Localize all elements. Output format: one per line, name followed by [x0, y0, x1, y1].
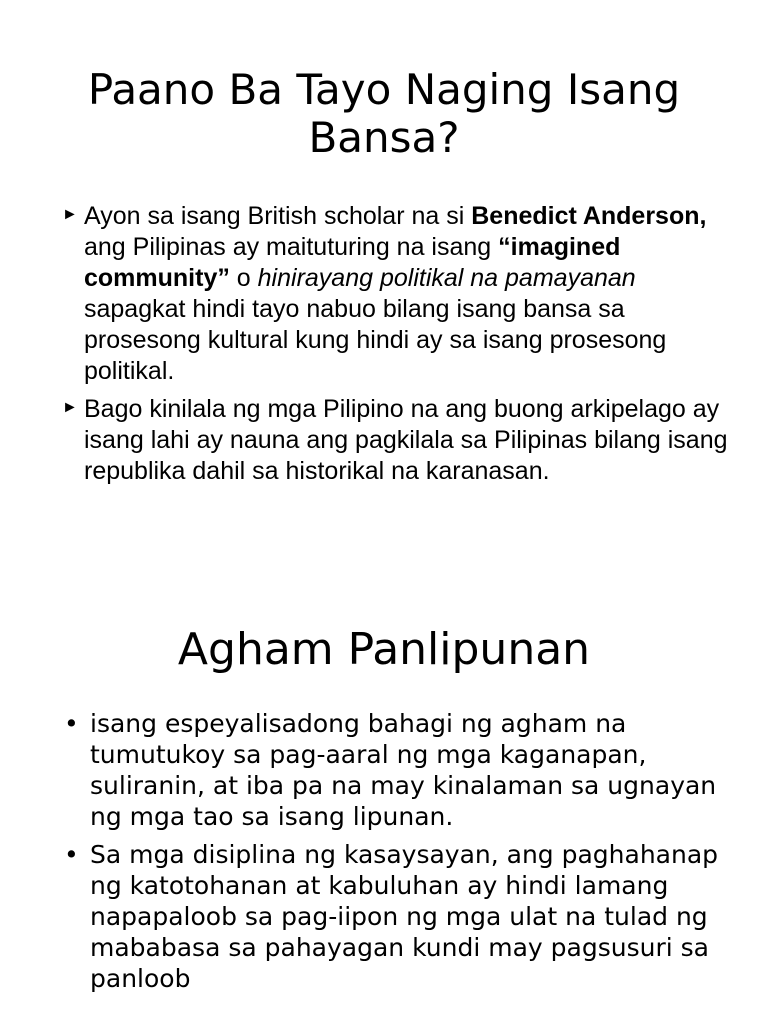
list-item [62, 394, 732, 487]
italic-term: hinirayang politikal na pamayanan [257, 264, 636, 292]
bullet-dot-icon: • [64, 709, 79, 738]
bullet-text: sapagkat hindi tayo nabuo bilang isang bansa sa prosesong kultural kung hindi ay sa isang prosesong politikal. [84, 295, 667, 385]
bullet-dot-icon: • [64, 840, 79, 869]
slide-1-bullet-list [62, 201, 732, 494]
bold-term: “imagined community” [84, 233, 621, 292]
triangle-bullet-icon: ► [62, 399, 78, 416]
triangle-bullet-icon: ► [62, 206, 78, 223]
bullet-text: o [229, 264, 258, 292]
bullet-text: isang espeyalisadong bahagi ng agham na tumutukoy sa pag-aaral ng mga kaganapan, suliranin, at iba pa na may kinalaman sa ugnayan ng mga tao sa isang lipunan. [90, 709, 717, 831]
bullet-text: ang Pilipinas ay maituturing na isang [84, 233, 499, 261]
bullet-text: Bago kinilala ng mga Pilipino na ang buong arkipelago ay isang lahi ay nauna ang pagkilala sa Pilipinas bilang isang republika dahil sa historikal na karanasan. [84, 395, 728, 485]
slide-1-title: Paano Ba Tayo Naging Isang Bansa? [87, 65, 681, 162]
bold-name: Benedict Anderson, [471, 202, 707, 230]
list-item [62, 201, 732, 387]
bullet-text: Ayon sa isang British scholar na si [84, 202, 472, 230]
slide-2 [0, 600, 768, 1024]
slide-2-title: Agham Panlipunan [177, 624, 591, 675]
list-item [62, 839, 732, 994]
bullet-text: Sa mga disiplina ng kasaysayan, ang paghahanap ng katotohanan at kabuluhan ay hindi lamang napapaloob sa pag-iipon ng mga ulat na tulad ng mababasa sa pahayagan kundi may pagsusuri sa panloob [90, 840, 719, 993]
list-item [62, 708, 732, 832]
slide-2-bullet-list [62, 708, 732, 1001]
